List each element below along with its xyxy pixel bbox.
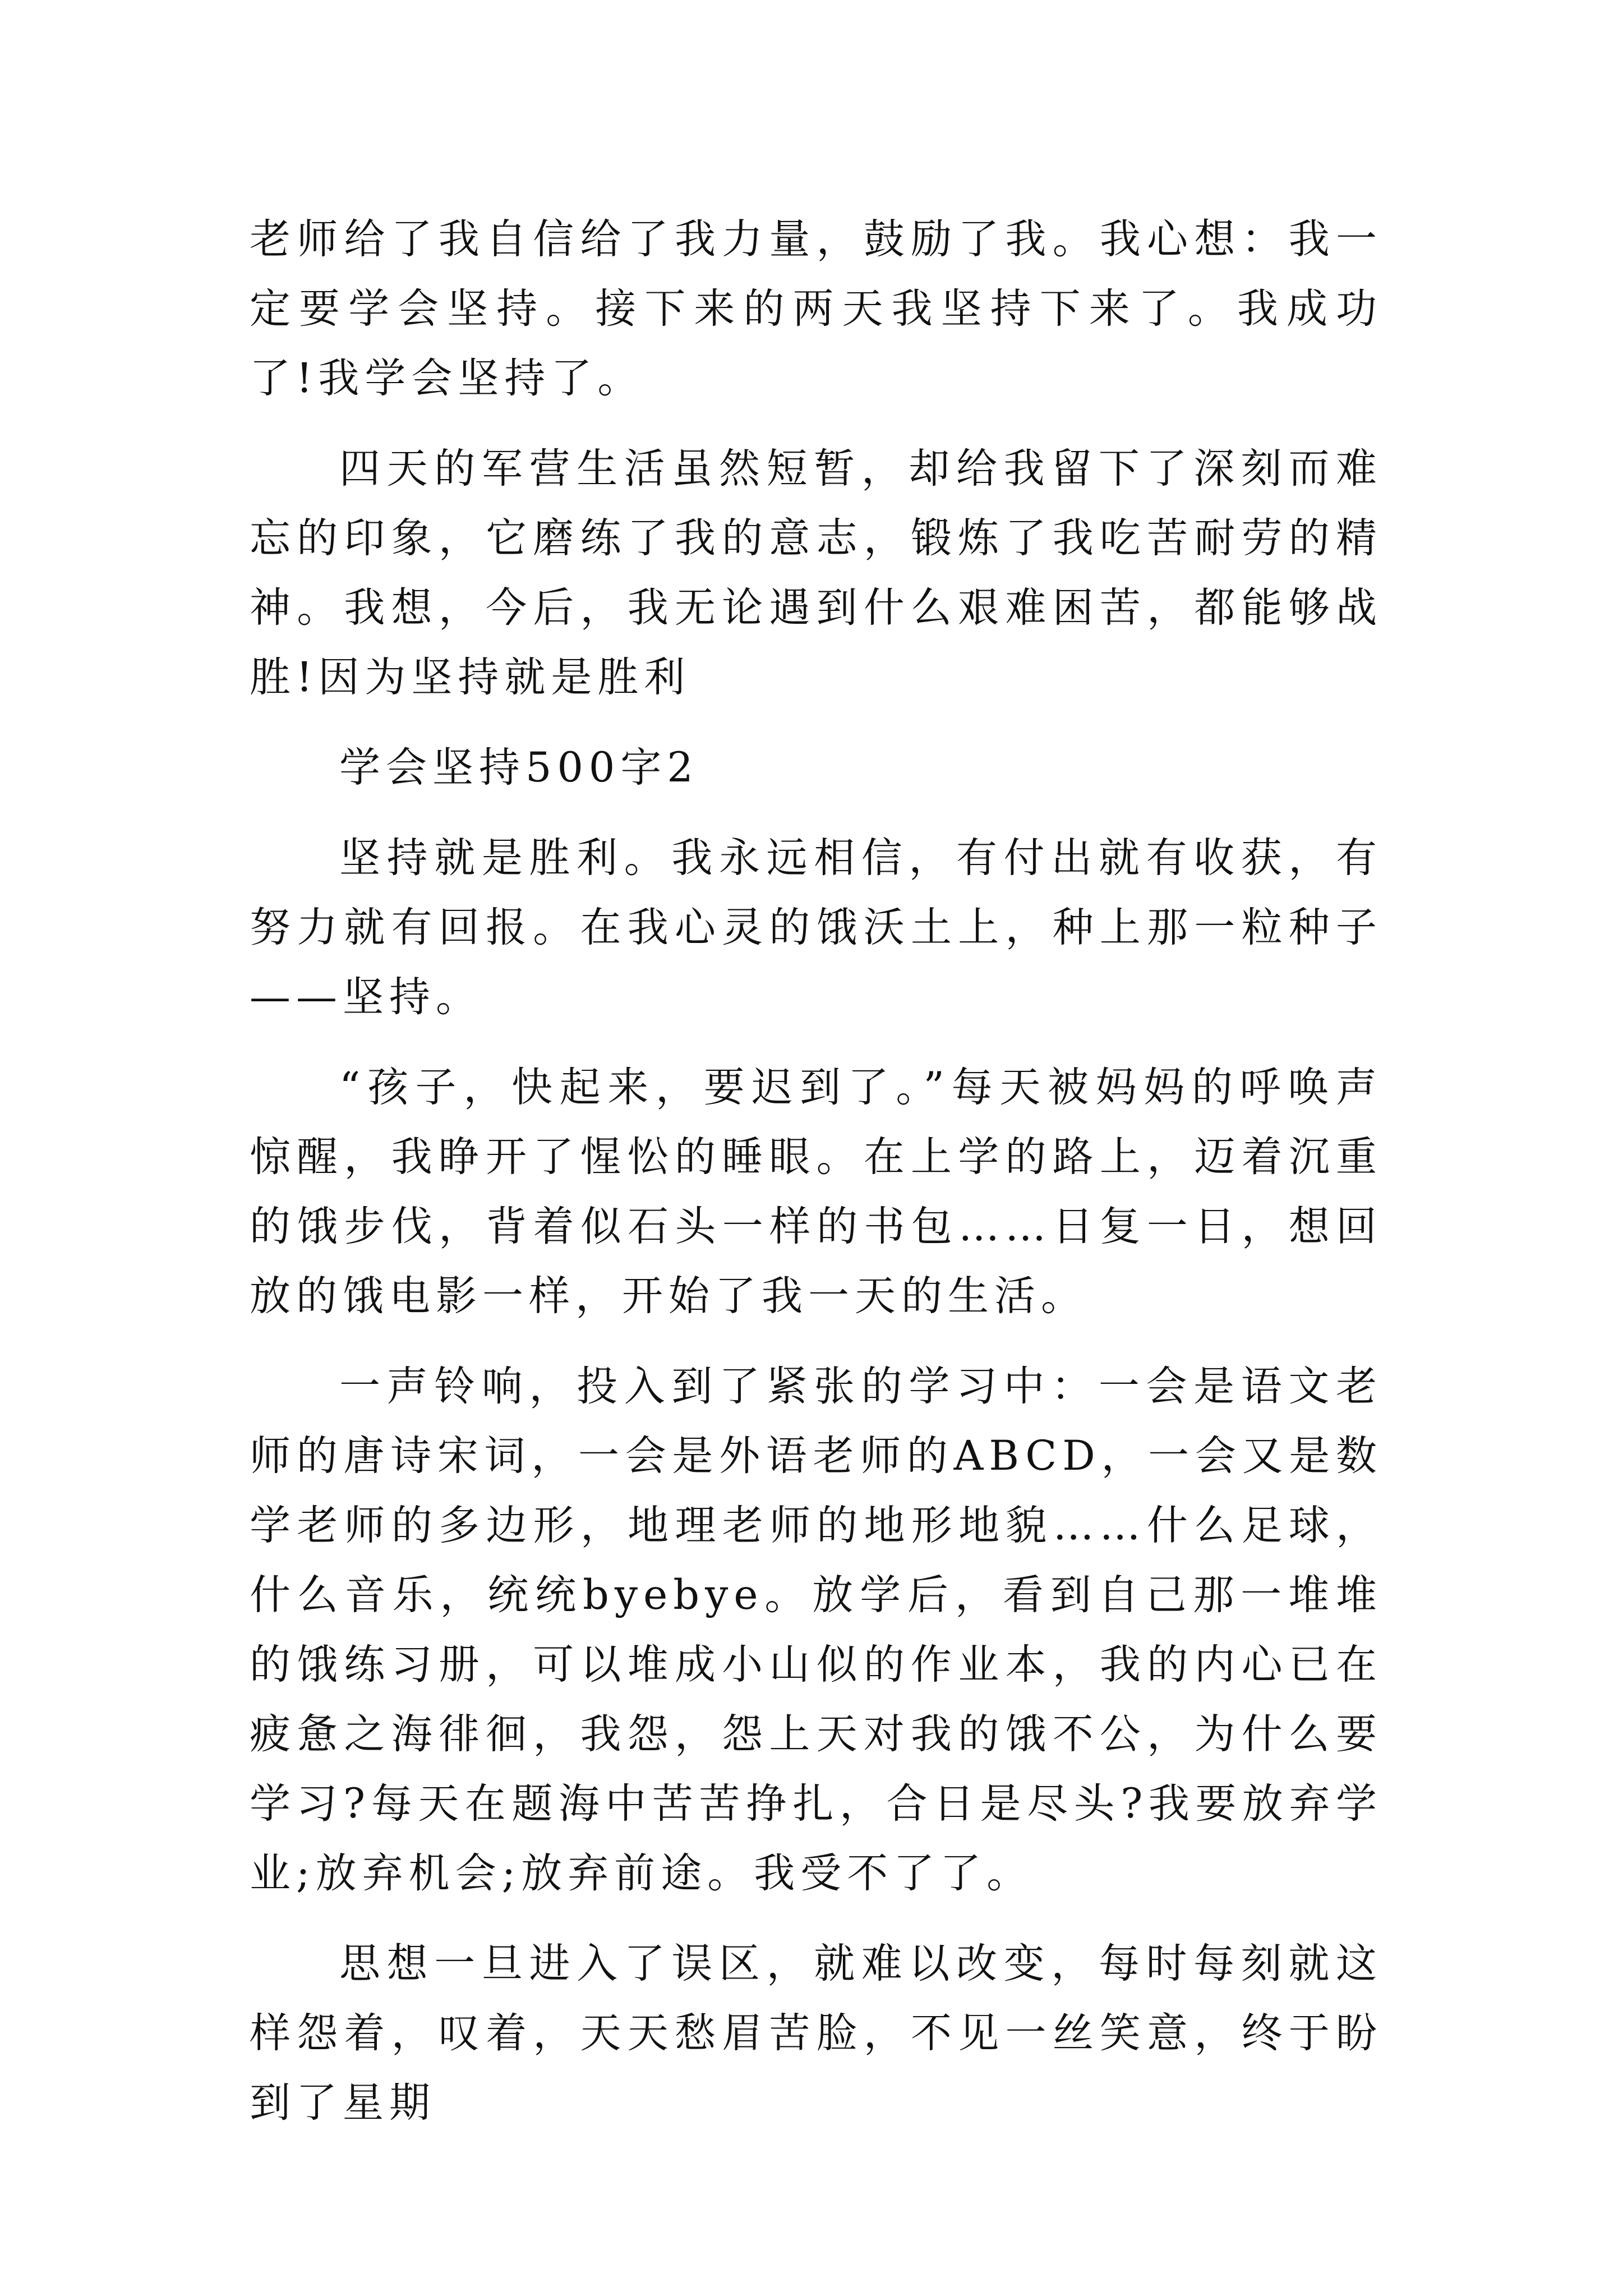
paragraph-6: 思想一旦进入了误区，就难以改变，每时每刻就这样怨着，叹着，天天愁眉苦脸，不见一丝笑意，终于盼到了星期: [250, 1940, 1382, 2127]
paragraph-5: 一声铃响，投入到了紧张的学习中：一会是语文老师的唐诗宋词，一会是外语老师的ABCD，一会又是数学老师的多边形，地理老师的地形地貌……什么足球，什么音乐，统统byebye。放学后，看到自己那一堆堆的饿练习册，可以堆成小山似的作业本，我的内心已在疲惫之海徘徊，我怨，怨上天对我的饿不公，为什么要学习?每天在题海中苦苦挣扎，合日是尽头?我要放弃学业;放弃机会;放弃前途。我受不了了。: [250, 1363, 1382, 1897]
paragraph-2: 四天的军营生活虽然短暂，却给我留下了深刻而难忘的印象，它磨练了我的意志，锻炼了我吃苦耐劳的精神。我想，今后，我无论遇到什么艰难困苦，都能够战胜!因为坚持就是胜利: [250, 445, 1382, 701]
paragraph-3: 坚持就是胜利。我永远相信，有付出就有收获，有努力就有回报。在我心灵的饿沃土上，种上那一粒种子——坚持。: [250, 834, 1382, 1021]
section-heading: 学会坚持500字2: [339, 744, 699, 792]
paragraph-4: “孩子，快起来，要迟到了。”每天被妈妈的呼唤声惊醒，我睁开了惺忪的睡眼。在上学的路上，迈着沉重的饿步伐，背着似石头一样的书包……日复一日，想回放的饿电影一样，开始了我一天的生活。: [250, 1064, 1382, 1320]
paragraph-1: 老师给了我自信给了我力量，鼓励了我。我心想：我一定要学会坚持。接下来的两天我坚持下来了。我成功了!我学会坚持了。: [250, 215, 1382, 402]
document-body: [250, 205, 1382, 2159]
